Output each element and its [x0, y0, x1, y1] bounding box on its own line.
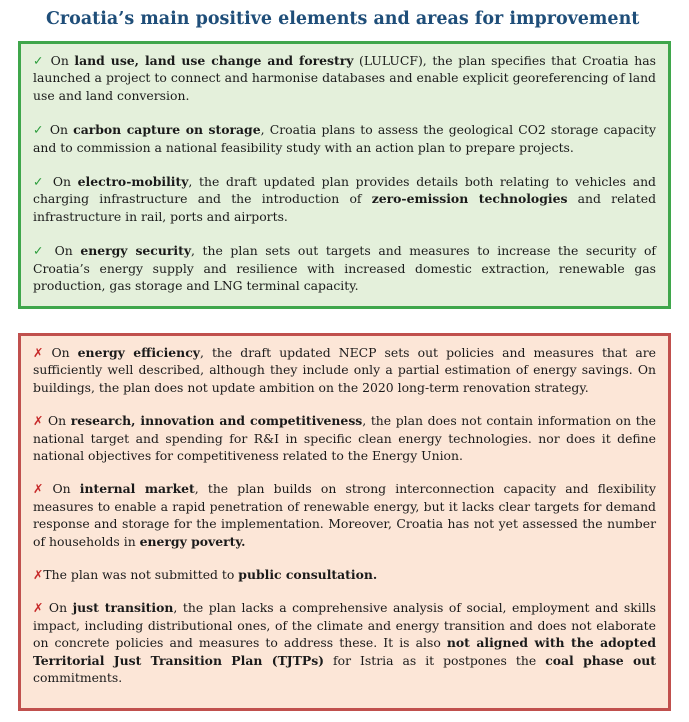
check-icon: ✓	[33, 174, 47, 190]
negative-item-just-transition: ✗ On just transition, the plan lacks a comprehensive analysis of social, employment and skills impact, including distributional ones, of the climate and energy transition and does not elaborate on concrete policies and measures to address these. It is also not aligned with the adopted Territorial Just Transition Plan (TJTPs) for Istria as it postpones the coal phase out commitments.	[33, 600, 657, 686]
negative-item-public-consultation: ✗The plan was not submitted to public consultation.	[33, 567, 378, 583]
cross-icon: ✗	[33, 567, 44, 583]
negative-item-internal-market: ✗ On internal market, the plan builds on strong interconnection capacity and flexibility measures to enable a rapid penetration of renewable energy, but it lacks clear targets for demand response and storage for the implementation. Moreover, Croatia has not yet assessed the number of households in energy poverty.	[33, 481, 656, 549]
positive-item-lulucf: ✓ On land use, land use change and forestry (LULUCF), the plan specifies that Croatia has launched a project to connect and harmonise databases and enable explicit georeferencing of land use and land conversion.	[33, 53, 656, 103]
page-title: Croatia’s main positive elements and areas for improvement	[46, 9, 640, 29]
positive-elements-box	[18, 41, 671, 309]
cross-icon: ✗	[33, 481, 44, 497]
improvement-areas-box	[18, 333, 671, 711]
check-icon: ✓	[33, 122, 45, 138]
cross-icon: ✗	[33, 600, 44, 616]
positive-item-energy-security: ✓ On energy security, the plan sets out targets and measures to increase the security of Croatia’s energy supply and resilience with increased domestic extraction, renewable gas production, gas storage and LNG terminal capacity.	[33, 243, 656, 294]
check-icon: ✓	[33, 53, 46, 68]
negative-item-energy-efficiency: ✗ On energy efficiency, the draft updated NECP sets out policies and measures that are sufficiently well described, although they include only a partial estimation of energy savings. On buildings, the plan does not update ambition on the 2020 long-term renovation strategy.	[33, 345, 656, 395]
cross-icon: ✗	[33, 345, 44, 360]
check-icon: ✓	[33, 243, 48, 259]
negative-item-research-innovation: ✗ On research, innovation and competitiveness, the plan does not contain information on the national target and spending for R&I in specific clean energy technologies. nor does it define national objectives for competitiveness related to the Energy Union.	[33, 413, 657, 464]
cross-icon: ✗	[33, 413, 44, 429]
positive-item-electro-mobility: ✓ On electro-mobility, the draft updated plan provides details both relating to vehicles and charging infrastructure and the introduction of zero-emission technologies and related infrastructure in rail, ports and airports.	[33, 174, 657, 224]
positive-item-ccs: ✓ On carbon capture on storage, Croatia plans to assess the geological CO2 storage capacity and to commission a national feasibility study with an action plan to prepare projects.	[33, 122, 657, 155]
